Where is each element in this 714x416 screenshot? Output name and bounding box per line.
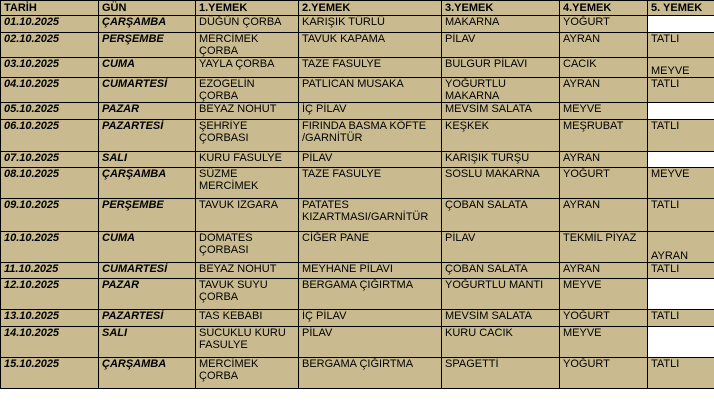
header-date: TARİH <box>1 1 99 16</box>
day-cell: CUMARTESİ <box>99 263 196 279</box>
meal-5-cell: AYRAN <box>648 232 714 263</box>
menu-row <box>1 199 714 232</box>
meal-1-cell: ŞEHRİYE ÇORBASI <box>196 120 299 152</box>
meal-2-cell: PATLICAN MUSAKA <box>299 78 442 103</box>
meal-3-cell: KARIŞIK TURŞU <box>442 152 560 168</box>
day-cell: PERŞEMBE <box>99 199 196 232</box>
meal-1-cell: SUCUKLU KURU FASULYE <box>196 327 299 358</box>
meal-2-cell: PİLAV <box>299 152 442 168</box>
meal-3-cell: SOSLU MAKARNA <box>442 168 560 199</box>
day-cell: ÇARŞAMBA <box>99 358 196 389</box>
header-meal-4: 4.YEMEK <box>560 1 648 16</box>
meal-2-cell: BERGAMA ÇIĞIRTMA <box>299 358 442 389</box>
date-cell: 10.10.2025 <box>1 232 99 263</box>
menu-row <box>1 168 714 199</box>
date-cell: 02.10.2025 <box>1 33 99 58</box>
date-cell: 09.10.2025 <box>1 199 99 232</box>
meal-2-cell: PİLAV <box>299 327 442 358</box>
meal-4-cell: TEKMİL PİYAZ <box>560 232 648 263</box>
date-cell: 12.10.2025 <box>1 279 99 310</box>
menu-row <box>1 279 714 310</box>
meal-4-cell: AYRAN <box>560 152 648 168</box>
header-meal-5: 5. YEMEK <box>648 1 714 16</box>
day-cell: SALI <box>99 152 196 168</box>
meal-4-cell: CACIK <box>560 58 648 78</box>
date-cell: 15.10.2025 <box>1 358 99 389</box>
meal-4-cell: YOĞURT <box>560 358 648 389</box>
meal-3-cell: ÇOBAN SALATA <box>442 199 560 232</box>
meal-4-cell: MEYVE <box>560 103 648 120</box>
menu-row <box>1 310 714 327</box>
meal-4-cell: MEŞRUBAT <box>560 120 648 152</box>
meal-4-cell: AYRAN <box>560 199 648 232</box>
day-cell: PAZARTESİ <box>99 120 196 152</box>
meal-1-cell: KURU FASULYE <box>196 152 299 168</box>
meal-3-cell: YOĞURTLU MAKARNA <box>442 78 560 103</box>
meal-5-cell: TATLI <box>648 199 714 232</box>
day-cell: CUMA <box>99 232 196 263</box>
meal-5-cell <box>648 327 714 358</box>
date-cell: 06.10.2025 <box>1 120 99 152</box>
day-cell: CUMARTESİ <box>99 78 196 103</box>
meal-3-cell: ÇOBAN SALATA <box>442 263 560 279</box>
meal-1-cell: BEYAZ NOHUT <box>196 103 299 120</box>
meal-1-cell: TAVUK IZGARA <box>196 199 299 232</box>
menu-row <box>1 152 714 168</box>
meal-5-cell: TATLI <box>648 263 714 279</box>
day-cell: PERŞEMBE <box>99 33 196 58</box>
day-cell: PAZAR <box>99 279 196 310</box>
menu-row <box>1 16 714 33</box>
header-meal-3: 3.YEMEK <box>442 1 560 16</box>
meal-5-cell: TATLI <box>648 78 714 103</box>
meal-5-cell: TATLI <box>648 120 714 152</box>
meal-1-cell: MERCİMEK ÇORBA <box>196 33 299 58</box>
menu-row <box>1 358 714 389</box>
header-row <box>1 1 714 16</box>
meal-3-cell: YOĞURTLU MANTI <box>442 279 560 310</box>
meal-4-cell: MEYVE <box>560 327 648 358</box>
date-cell: 04.10.2025 <box>1 78 99 103</box>
header-meal-1: 1.YEMEK <box>196 1 299 16</box>
meal-2-cell: TAZE FASULYE <box>299 58 442 78</box>
meal-2-cell: CİĞER PANE <box>299 232 442 263</box>
date-cell: 05.10.2025 <box>1 103 99 120</box>
meal-2-cell: TAZE FASULYE <box>299 168 442 199</box>
date-cell: 13.10.2025 <box>1 310 99 327</box>
meal-1-cell: YAYLA ÇORBA <box>196 58 299 78</box>
meal-2-cell: MEYHANE PİLAVI <box>299 263 442 279</box>
header-day: GÜN <box>99 1 196 16</box>
meal-1-cell: BEYAZ NOHUT <box>196 263 299 279</box>
meal-1-cell: TAVUK SUYU ÇORBA <box>196 279 299 310</box>
date-cell: 14.10.2025 <box>1 327 99 358</box>
meal-4-cell: AYRAN <box>560 78 648 103</box>
meal-5-cell <box>648 152 714 168</box>
menu-row <box>1 120 714 152</box>
day-cell: ÇARŞAMBA <box>99 16 196 33</box>
meal-5-cell: TATLI <box>648 33 714 58</box>
meal-4-cell: MEYVE <box>560 279 648 310</box>
meal-5-cell <box>648 16 714 33</box>
meal-2-cell: BERGAMA ÇIĞIRTMA <box>299 279 442 310</box>
meal-2-cell: TAVUK KAPAMA <box>299 33 442 58</box>
meal-3-cell: KEŞKEK <box>442 120 560 152</box>
meal-4-cell: AYRAN <box>560 33 648 58</box>
meal-4-cell: AYRAN <box>560 263 648 279</box>
meal-3-cell: SPAGETTİ <box>442 358 560 389</box>
meal-4-cell: YOĞURT <box>560 310 648 327</box>
meal-1-cell: DOMATES ÇORBASI <box>196 232 299 263</box>
menu-row <box>1 103 714 120</box>
day-cell: PAZARTESİ <box>99 310 196 327</box>
meal-3-cell: MEVSİM SALATA <box>442 103 560 120</box>
meal-5-cell: TATLI <box>648 358 714 389</box>
menu-row <box>1 327 714 358</box>
day-cell: SALI <box>99 327 196 358</box>
meal-5-cell: MEYVE <box>648 168 714 199</box>
meal-1-cell: EZOGELİN ÇORBA <box>196 78 299 103</box>
meal-3-cell: MAKARNA <box>442 16 560 33</box>
meal-4-cell: YOĞURT <box>560 16 648 33</box>
meal-4-cell: YOĞURT <box>560 168 648 199</box>
meal-3-cell: PİLAV <box>442 33 560 58</box>
meal-2-cell: İÇ PİLAV <box>299 103 442 120</box>
menu-row <box>1 232 714 263</box>
meal-2-cell: FIRINDA BASMA KÖFTE /GARNİTÜR <box>299 120 442 152</box>
date-cell: 11.10.2025 <box>1 263 99 279</box>
date-cell: 03.10.2025 <box>1 58 99 78</box>
day-cell: PAZAR <box>99 103 196 120</box>
menu-row <box>1 263 714 279</box>
day-cell: CUMA <box>99 58 196 78</box>
meal-2-cell: İÇ PİLAV <box>299 310 442 327</box>
meal-1-cell: TAS KEBABI <box>196 310 299 327</box>
date-cell: 01.10.2025 <box>1 16 99 33</box>
date-cell: 08.10.2025 <box>1 168 99 199</box>
menu-row <box>1 33 714 58</box>
menu-row <box>1 58 714 78</box>
day-cell: ÇARŞAMBA <box>99 168 196 199</box>
meal-1-cell: DÜĞÜN ÇORBA <box>196 16 299 33</box>
header-meal-2: 2.YEMEK <box>299 1 442 16</box>
meal-5-cell: MEYVE <box>648 58 714 78</box>
meal-3-cell: KURU CACIK <box>442 327 560 358</box>
meal-3-cell: BULGUR PİLAVI <box>442 58 560 78</box>
date-cell: 07.10.2025 <box>1 152 99 168</box>
meal-1-cell: SÜZME MERCİMEK <box>196 168 299 199</box>
meal-3-cell: PİLAV <box>442 232 560 263</box>
meal-5-cell <box>648 103 714 120</box>
meal-1-cell: MERCİMEK ÇORBA <box>196 358 299 389</box>
meal-2-cell: KARIŞIK TÜRLÜ <box>299 16 442 33</box>
meal-5-cell: TATLI <box>648 310 714 327</box>
meal-3-cell: MEVSİM SALATA <box>442 310 560 327</box>
meal-2-cell: PATATES KIZARTMASI/GARNİTÜR <box>299 199 442 232</box>
menu-row <box>1 78 714 103</box>
meal-5-cell <box>648 279 714 310</box>
